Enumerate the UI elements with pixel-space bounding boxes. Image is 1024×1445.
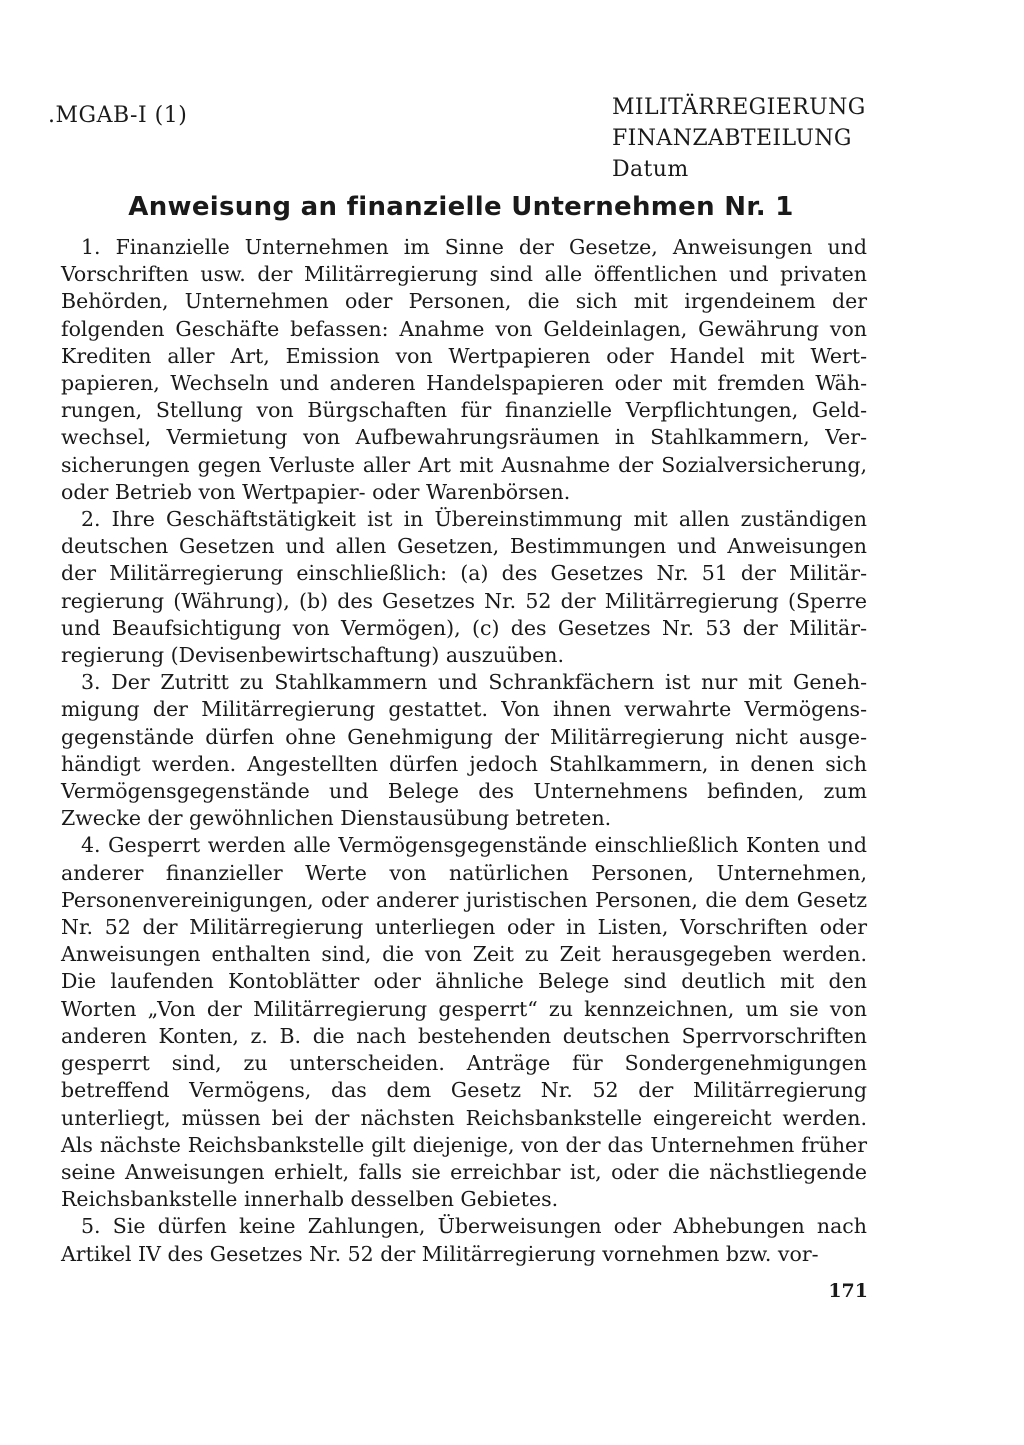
authority-line-2: FINANZABTEILUNG xyxy=(612,126,852,151)
paragraph-1: 1. Finanzielle Unternehmen im Sinne der Gesetze, Anweisungen und Vorschriften usw. der Militärregierung sind alle öffentlichen und privaten Behörden, Unternehmen oder Personen, die sich mit irgendeinem der folgenden Geschäfte befassen: Anahme von Geldeinlagen, Gewährung von Krediten aller Art, Emission von Wertpapieren oder Handel mit Wertpapieren, Wechseln und anderen Handelspapieren oder mit fremden Währungen, Stellung von Bürgschaften für finanzielle Verpflichtungen, Geldwechsel, Vermietung von Aufbewahrungsräumen in Stahlkammern, Versicherungen gegen Verluste aller Art mit Ausnahme der Sozialversicherung, oder Betrieb von Wertpapier- oder Warenbörsen. xyxy=(61,235,867,504)
issuing-authority-block xyxy=(612,92,912,185)
document-body xyxy=(61,234,867,1268)
page-number: 171 xyxy=(828,1280,868,1302)
paragraph-3: 3. Der Zutritt zu Stahlkammern und Schrankfächern ist nur mit Genehmigung der Militärregierung gestattet. Von ihnen verwahrte Vermögensgegenstände dürfen ohne Genehmigung der Militärregierung nicht ausgehändigt werden. Angestellten dürfen jedoch Stahlkammern, in denen sich Vermögensgegenstände und Belege des Unternehmens befinden, zum Zwecke der gewöhnlichen Dienstausübung betreten. xyxy=(61,670,867,831)
paragraph-5: 5. Sie dürfen keine Zahlungen, Überweisungen oder Abhebungen nach Artikel IV des Gesetzes Nr. 52 der Militärregierung vornehmen bzw. vor- xyxy=(61,1214,867,1266)
document-title: Anweisung an finanzielle Unternehmen Nr. 1 xyxy=(128,192,794,222)
date-label: Datum xyxy=(612,157,689,182)
paragraph-2: 2. Ihre Geschäftstätigkeit ist in Übereinstimmung mit allen zuständigen deutschen Gesetzen und allen Gesetzen, Bestimmungen und Anweisungen der Militärregierung einschließlich: (a) des Gesetzes Nr. 51 der Militärregierung (Währung), (b) des Gesetzes Nr. 52 der Militärregierung (Sperre und Beaufsichtigung von Vermögen), (c) des Gesetzes Nr. 53 der Militärregierung (Devisenbewirtschaftung) auszuüben. xyxy=(61,507,867,668)
document-reference: .MGAB-I (1) xyxy=(48,103,188,128)
authority-line-1: MILITÄRREGIERUNG xyxy=(612,95,866,120)
paragraph-4: 4. Gesperrt werden alle Vermögensgegenstände einschließlich Konten und anderer finanzieller Werte von natürlichen Personen, Unternehmen, Personenvereinigungen, oder anderer juristischen Personen, die dem Gesetz Nr. 52 der Militärregierung unterliegen oder in Listen, Vorschriften oder Anweisungen enthalten sind, die von Zeit zu Zeit herausgegeben werden. Die laufenden Kontoblätter oder ähnliche Belege sind deutlich mit den Worten „Von der Militärregierung gesperrt“ zu kennzeichnen, um sie von anderen Konten, z. B. die nach bestehenden deutschen Sperrvorschriften gesperrt sind, zu unterscheiden. Anträge für Sondergenehmigungen betreffend Vermögens, das dem Gesetz Nr. 52 der Militärregierung unterliegt, müssen bei der nächsten Reichsbankstelle eingereicht werden. Als nächste Reichsbankstelle gilt diejenige, von der das Unternehmen früher seine Anweisungen erhielt, falls sie erreichbar ist, oder die nächstliegende Reichsbankstelle innerhalb desselben Gebietes. xyxy=(61,833,867,1212)
